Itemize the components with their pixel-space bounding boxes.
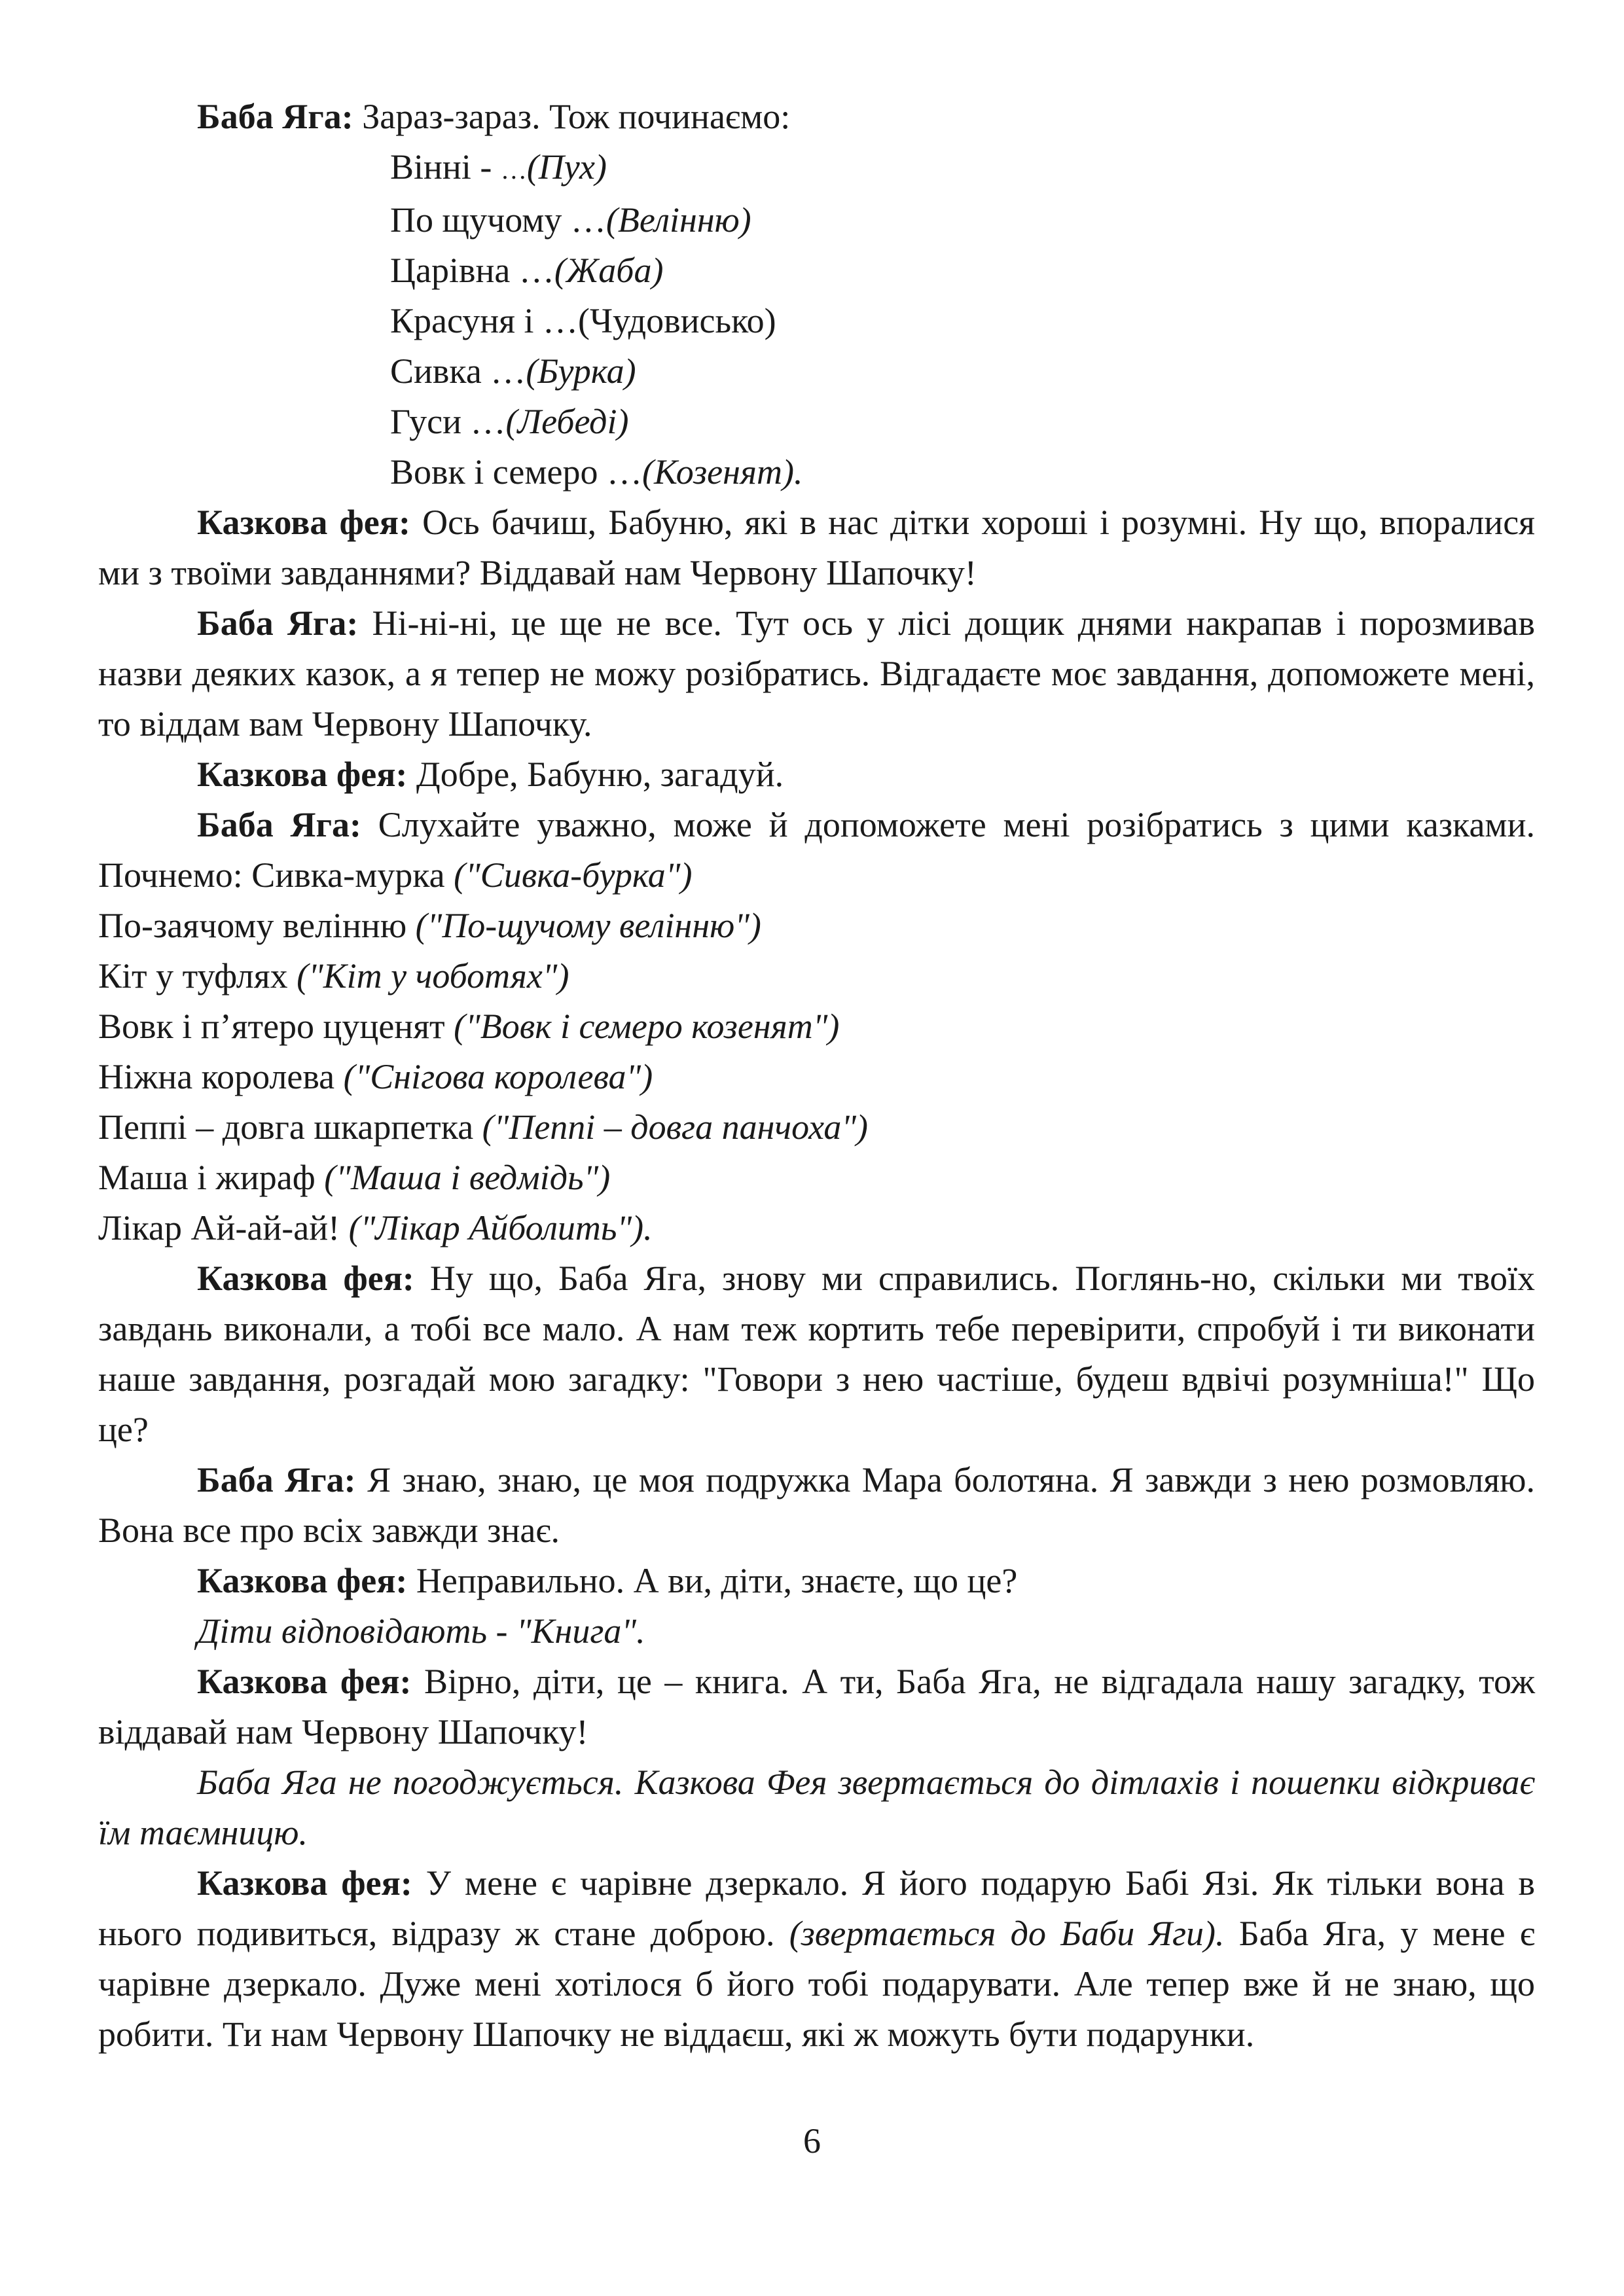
speaker-feya: Казкова фея: [197,1561,408,1600]
quiz-line: По-заячому велінню ("По-щучому велінню") [98,906,761,945]
quiz-line: Царівна …(Жаба) [390,251,664,290]
quiz-line: Пеппі – довга шкарпетка ("Пеппі – довга панчоха") [98,1107,869,1147]
paragraph-feya-3: Казкова фея: Ну що, Баба Яга, знову ми справились. Поглянь-но, скільки ми твоїх завдань виконали, а тобі все мало. А нам теж кортить тебе перевірити, спробуй і ти виконати наше завдання, розгадай мою загадку: "Говори з нею частіше, будеш вдвічі розумніша!" Що це? [98,1259,1536,1449]
quiz-line: Сивка …(Бурка) [390,351,636,391]
quiz-line: Лікар Ай-ай-ай! ("Лікар Айболить"). [98,1208,653,1247]
speaker-feya: Казкова фея: [197,1259,414,1298]
speaker-baba: Баба Яга: [197,97,353,136]
paragraph-feya-5: Казкова фея: Вірно, діти, це – книга. А ти, Баба Яга, не відгадала нашу загадку, тож віддавай нам Червону Шапочку! [98,1662,1536,1751]
quiz-line: Кіт у туфлях ("Кіт у чоботях") [98,956,569,996]
paragraph-baba-4: Баба Яга: Я знаю, знаю, це моя подружка Мара болотяна. Я завжди з нею розмовляю. Вона все про всіх завжди знає. [98,1460,1536,1550]
speaker-baba: Баба Яга: [197,805,361,844]
paragraph-baba-1 [98,92,1535,142]
speaker-feya: Казкова фея: [197,755,408,794]
paragraph-feya-4: Казкова фея: Неправильно. А ви, діти, знаєте, що це? [197,1561,1018,1600]
quiz-line: Вовк і семеро …(Козенят). [390,452,803,492]
quiz-list-2 [98,901,1535,1253]
quiz-line: Ніжна королева ("Снігова королева") [98,1057,653,1096]
speaker-baba: Баба Яга: [197,1460,356,1499]
quiz-line: Гуси …(Лебеді) [390,402,629,441]
page-number: 6 [803,2121,821,2161]
paragraph-feya-6: Казкова фея: У мене є чарівне дзеркало. Я його подарую Бабі Язі. Як тільки вона в нього подивиться, відразу ж стане доброю. (звертається до Баби Яги). Баба Яга, у мене є чарівне дзеркало. Дуже мені хотілося б його тобі подарувати. Але тепер вже й не знаю, що робити. Ти нам Червону Шапочку не віддаєш, які ж можуть бути подарунки. [98,1863,1536,2054]
speaker-feya: Казкова фея: [197,1662,412,1701]
quiz-list-1 [98,142,1535,497]
speaker-feya: Казкова фея: [197,503,410,542]
line-text: Зараз-зараз. Тож починаємо: [353,97,791,136]
quiz-line: Маша і жираф ("Маша і ведмідь") [98,1158,611,1197]
quiz-line: По щучому …(Велінню) [390,200,751,240]
document-page [98,92,1535,2060]
quiz-line: Красуня і …(Чудовисько) [390,301,776,340]
speaker-baba: Баба Яга: [197,603,359,643]
paragraph-baba-3: Баба Яга: Слухайте уважно, може й допоможете мені розібратись з цими казками. Почнемо: Сивка-мурка ("Сивка-бурка") [98,805,1536,895]
paragraph-baba-2: Баба Яга: Ні-ні-ні, це ще не все. Тут ось у лісі дощик днями накрапав і порозмивав назви деяких казок, а я тепер не можу розібратись. Відгадаєте моє завдання, допоможете мені, то віддам вам Червону Шапочку. [98,603,1536,744]
quiz-line: Вінні - …(Пух) [390,147,607,187]
stage-direction: Баба Яга не погоджується. Казкова Фея звертається до дітлахів і пошепки відкриває їм таємницю. [98,1763,1535,1852]
paragraph-feya-1: Казкова фея: Ось бачиш, Бабуню, які в нас дітки хороші і розумні. Ну що, впоралися ми з твоїми завданнями? Віддавай нам Червону Шапочку! [98,503,1536,592]
paragraph-feya-2: Казкова фея: Добре, Бабуню, загадуй. [197,755,784,794]
speaker-feya: Казкова фея: [197,1863,412,1903]
stage-direction: Діти відповідають - "Книга". [197,1611,645,1651]
quiz-line: Вовк і п’ятеро цуценят ("Вовк і семеро козенят") [98,1007,840,1046]
stage-direction-inline: (звертається до Баби Яги). [789,1914,1225,1953]
